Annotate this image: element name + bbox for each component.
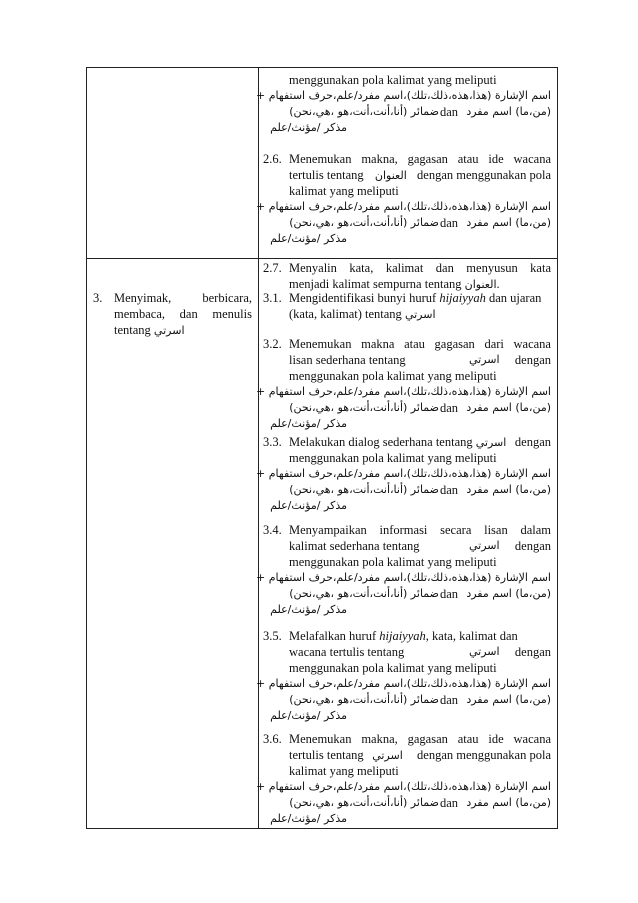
competency-line2: membaca, dan menulis [114, 307, 252, 321]
pattern-ar-line1: اسم الإشارة (هذا،هذه،ذلك،تلك)،اسم مفرد/علم،حرف استفهام + [256, 200, 551, 213]
pattern-ar-line3: مذكر /مؤنث/علم [270, 417, 347, 430]
pattern-ar-line1: اسم الإشارة (هذا،هذه،ذلك،تلك)،اسم مفرد/علم،حرف استفهام + [256, 677, 551, 690]
item-number: 3.2. [263, 337, 282, 351]
item-3-1-line2: (kata, kalimat) tentang اسرتي [289, 307, 436, 321]
item-3-2-line3: menggunakan pola kalimat yang meliputi [289, 369, 497, 383]
item-3-6-line3: kalimat yang meliputi [289, 764, 399, 778]
table-border-top [86, 67, 558, 68]
table-border-left [86, 67, 87, 829]
table-border-bottom [86, 828, 558, 829]
item-number: 3.3. [263, 435, 282, 449]
item-number: 2.6. [263, 152, 282, 166]
item-2-6-line1: Menemukan makna, gagasan atau ide wacana [289, 152, 551, 166]
pattern-ar-line1: اسم الإشارة (هذا،هذه،ذلك،تلك)،اسم مفرد/علم،حرف استفهام + [256, 467, 551, 480]
item-3-3-line1: Melakukan dialog sederhana tentang اسرتي dengan [289, 435, 551, 449]
pattern-ar-line3: مذكر /مؤنث/علم [270, 709, 347, 722]
item-number: 3.5. [263, 629, 282, 643]
item-3-3-line2: menggunakan pola kalimat yang meliputi [289, 451, 497, 465]
competency-line1: Menyimak, berbicara, [114, 291, 252, 305]
item-3-4-line2: kalimat sederhana tentang اسرتي dengan [289, 539, 551, 553]
item-2-7-line1: Menyalin kata, kalimat dan menyusun kata [289, 261, 551, 275]
item-3-4-line3: menggunakan pola kalimat yang meliputi [289, 555, 497, 569]
pattern-ar-line3: مذكر /مؤنث/علم [270, 499, 347, 512]
pattern-ar-line1: اسم الإشارة (هذا،هذه،ذلك،تلك)،اسم مفرد/علم،حرف استفهام + [256, 571, 551, 584]
item-3-5-line1: Melafalkan huruf hijaiyyah, kata, kalimat dan [289, 629, 518, 643]
pattern-line2: ضمائر (أنا،أنت،أنت،هو ،هي،نحن) dan (من،ما) اسم مفرد [289, 693, 551, 707]
pattern-ar-line3: مذكر /مؤنث/علم [270, 232, 347, 245]
pattern-line2: ضمائر (أنا،أنت،أنت،هو ،هي،نحن) dan (من،ما) اسم مفرد [289, 587, 551, 601]
item-2-6-line3: kalimat yang meliputi [289, 184, 399, 198]
item-2-7-line2: menjadi kalimat sempurna tentang العنوان. [289, 277, 500, 291]
pattern-line2: ضمائر (أنا،أنت،أنت،هو ،هي،نحن) dan (من،ما) اسم مفرد [289, 105, 551, 119]
item-3-2-line2: lisan sederhana tentang اسرتي dengan [289, 353, 551, 367]
item-2-6-line2: tertulis tentang العنوان dengan menggunakan pola [289, 168, 551, 182]
item-3-6-line1: Menemukan makna, gagasan atau ide wacana [289, 732, 551, 746]
cont-line: menggunakan pola kalimat yang meliputi [289, 73, 497, 87]
item-number: 2.7. [263, 261, 282, 275]
pattern-line2: ضمائر (أنا،أنت،أنت،هو ،هي،نحن) dan (من،ما) اسم مفرد [289, 216, 551, 230]
item-3-4-line1: Menyampaikan informasi secara lisan dalam [289, 523, 551, 537]
pattern-line2: ضمائر (أنا،أنت،أنت،هو ،هي،نحن) dan (من،ما) اسم مفرد [289, 483, 551, 497]
item-3-5-line3: menggunakan pola kalimat yang meliputi [289, 661, 497, 675]
row-divider [86, 258, 558, 259]
item-number: 3.6. [263, 732, 282, 746]
item-number: 3.1. [263, 291, 282, 305]
table-border-right [557, 67, 558, 829]
pattern-ar-line3: مذكر /مؤنث/علم [270, 603, 347, 616]
item-3-2-line1: Menemukan makna atau gagasan dari wacana [289, 337, 551, 351]
table-border-middle [258, 67, 259, 829]
item-number: 3.4. [263, 523, 282, 537]
pattern-ar-line3: مذكر /مؤنث/علم [270, 812, 347, 825]
pattern-line2: ضمائر (أنا،أنت،أنت،هو ،هي،نحن) dan (من،ما) اسم مفرد [289, 401, 551, 415]
competency-number: 3. [93, 291, 103, 305]
pattern-ar-line3: مذكر /مؤنث/علم [270, 121, 347, 134]
pattern-ar-line1: اسم الإشارة (هذا،هذه،ذلك،تلك)،اسم مفرد/علم،حرف استفهام + [256, 780, 551, 793]
pattern-line2: ضمائر (أنا،أنت،أنت،هو ،هي،نحن) dan (من،ما) اسم مفرد [289, 796, 551, 810]
pattern-ar-line1: اسم الإشارة (هذا،هذه،ذلك،تلك)،اسم مفرد/علم،حرف استفهام + [256, 89, 551, 102]
item-3-5-line2: wacana tertulis tentang اسرتي dengan [289, 645, 551, 659]
item-3-6-line2: tertulis tentang اسرتي dengan menggunakan pola [289, 748, 551, 762]
competency-line3: tentang اسرتي [114, 323, 185, 337]
item-3-1-line1: Mengidentifikasi bunyi huruf hijaiyyah dan ujaran [289, 291, 542, 305]
pattern-ar-line1: اسم الإشارة (هذا،هذه،ذلك،تلك)،اسم مفرد/علم،حرف استفهام + [256, 385, 551, 398]
